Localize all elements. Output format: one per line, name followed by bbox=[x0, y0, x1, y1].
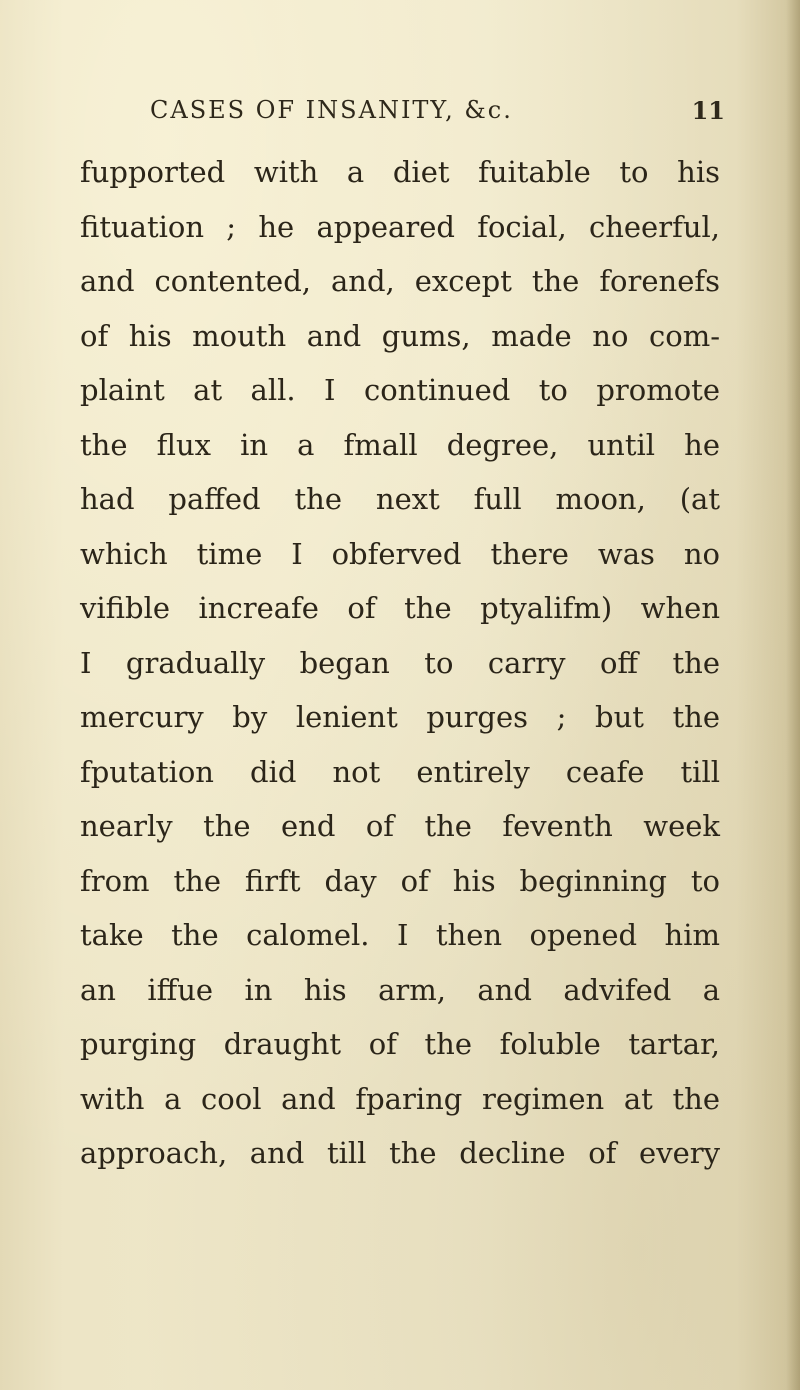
text-line: an iffue in his arm, and advifed a bbox=[80, 972, 720, 1007]
text-line: fupported with a diet fuitable to his bbox=[80, 155, 720, 189]
text-line: which time I obferved there was no bbox=[80, 536, 720, 571]
running-head bbox=[150, 96, 725, 136]
page-number: 11 bbox=[691, 96, 725, 125]
text-line: vifible increafe of the ptyalifm) when bbox=[80, 591, 720, 625]
text-line: fputation did not entirely ceafe till bbox=[80, 754, 720, 789]
text-line: I gradually began to carry off the bbox=[80, 645, 720, 680]
text-line: had paffed the next full moon, (at bbox=[80, 482, 720, 516]
text-line: purging draught of the foluble tartar, bbox=[80, 1027, 720, 1061]
running-head-title: CASES OF INSANITY, &c. bbox=[150, 96, 513, 124]
text-line: of his mouth and gums, made no com- bbox=[80, 318, 720, 353]
text-line: fituation ; he appeared focial, cheerful, bbox=[80, 209, 720, 244]
text-line: from the firft day of his beginning to bbox=[80, 863, 720, 898]
text-line: plaint at all. I continued to promote bbox=[80, 373, 720, 407]
text-line: mercury by lenient purges ; but the bbox=[80, 700, 720, 734]
text-line: approach, and till the decline of every bbox=[80, 1136, 720, 1170]
text-line: the flux in a fmall degree, until he bbox=[80, 427, 720, 462]
text-line: nearly the end of the feventh week bbox=[80, 809, 720, 843]
text-line: take the calomel. I then opened him bbox=[80, 918, 720, 952]
body-text bbox=[80, 145, 720, 1181]
text-line: and contented, and, except the forenefs bbox=[80, 264, 720, 298]
page-edge-shadow bbox=[786, 0, 800, 1390]
text-line: with a cool and fparing regimen at the bbox=[80, 1081, 720, 1116]
